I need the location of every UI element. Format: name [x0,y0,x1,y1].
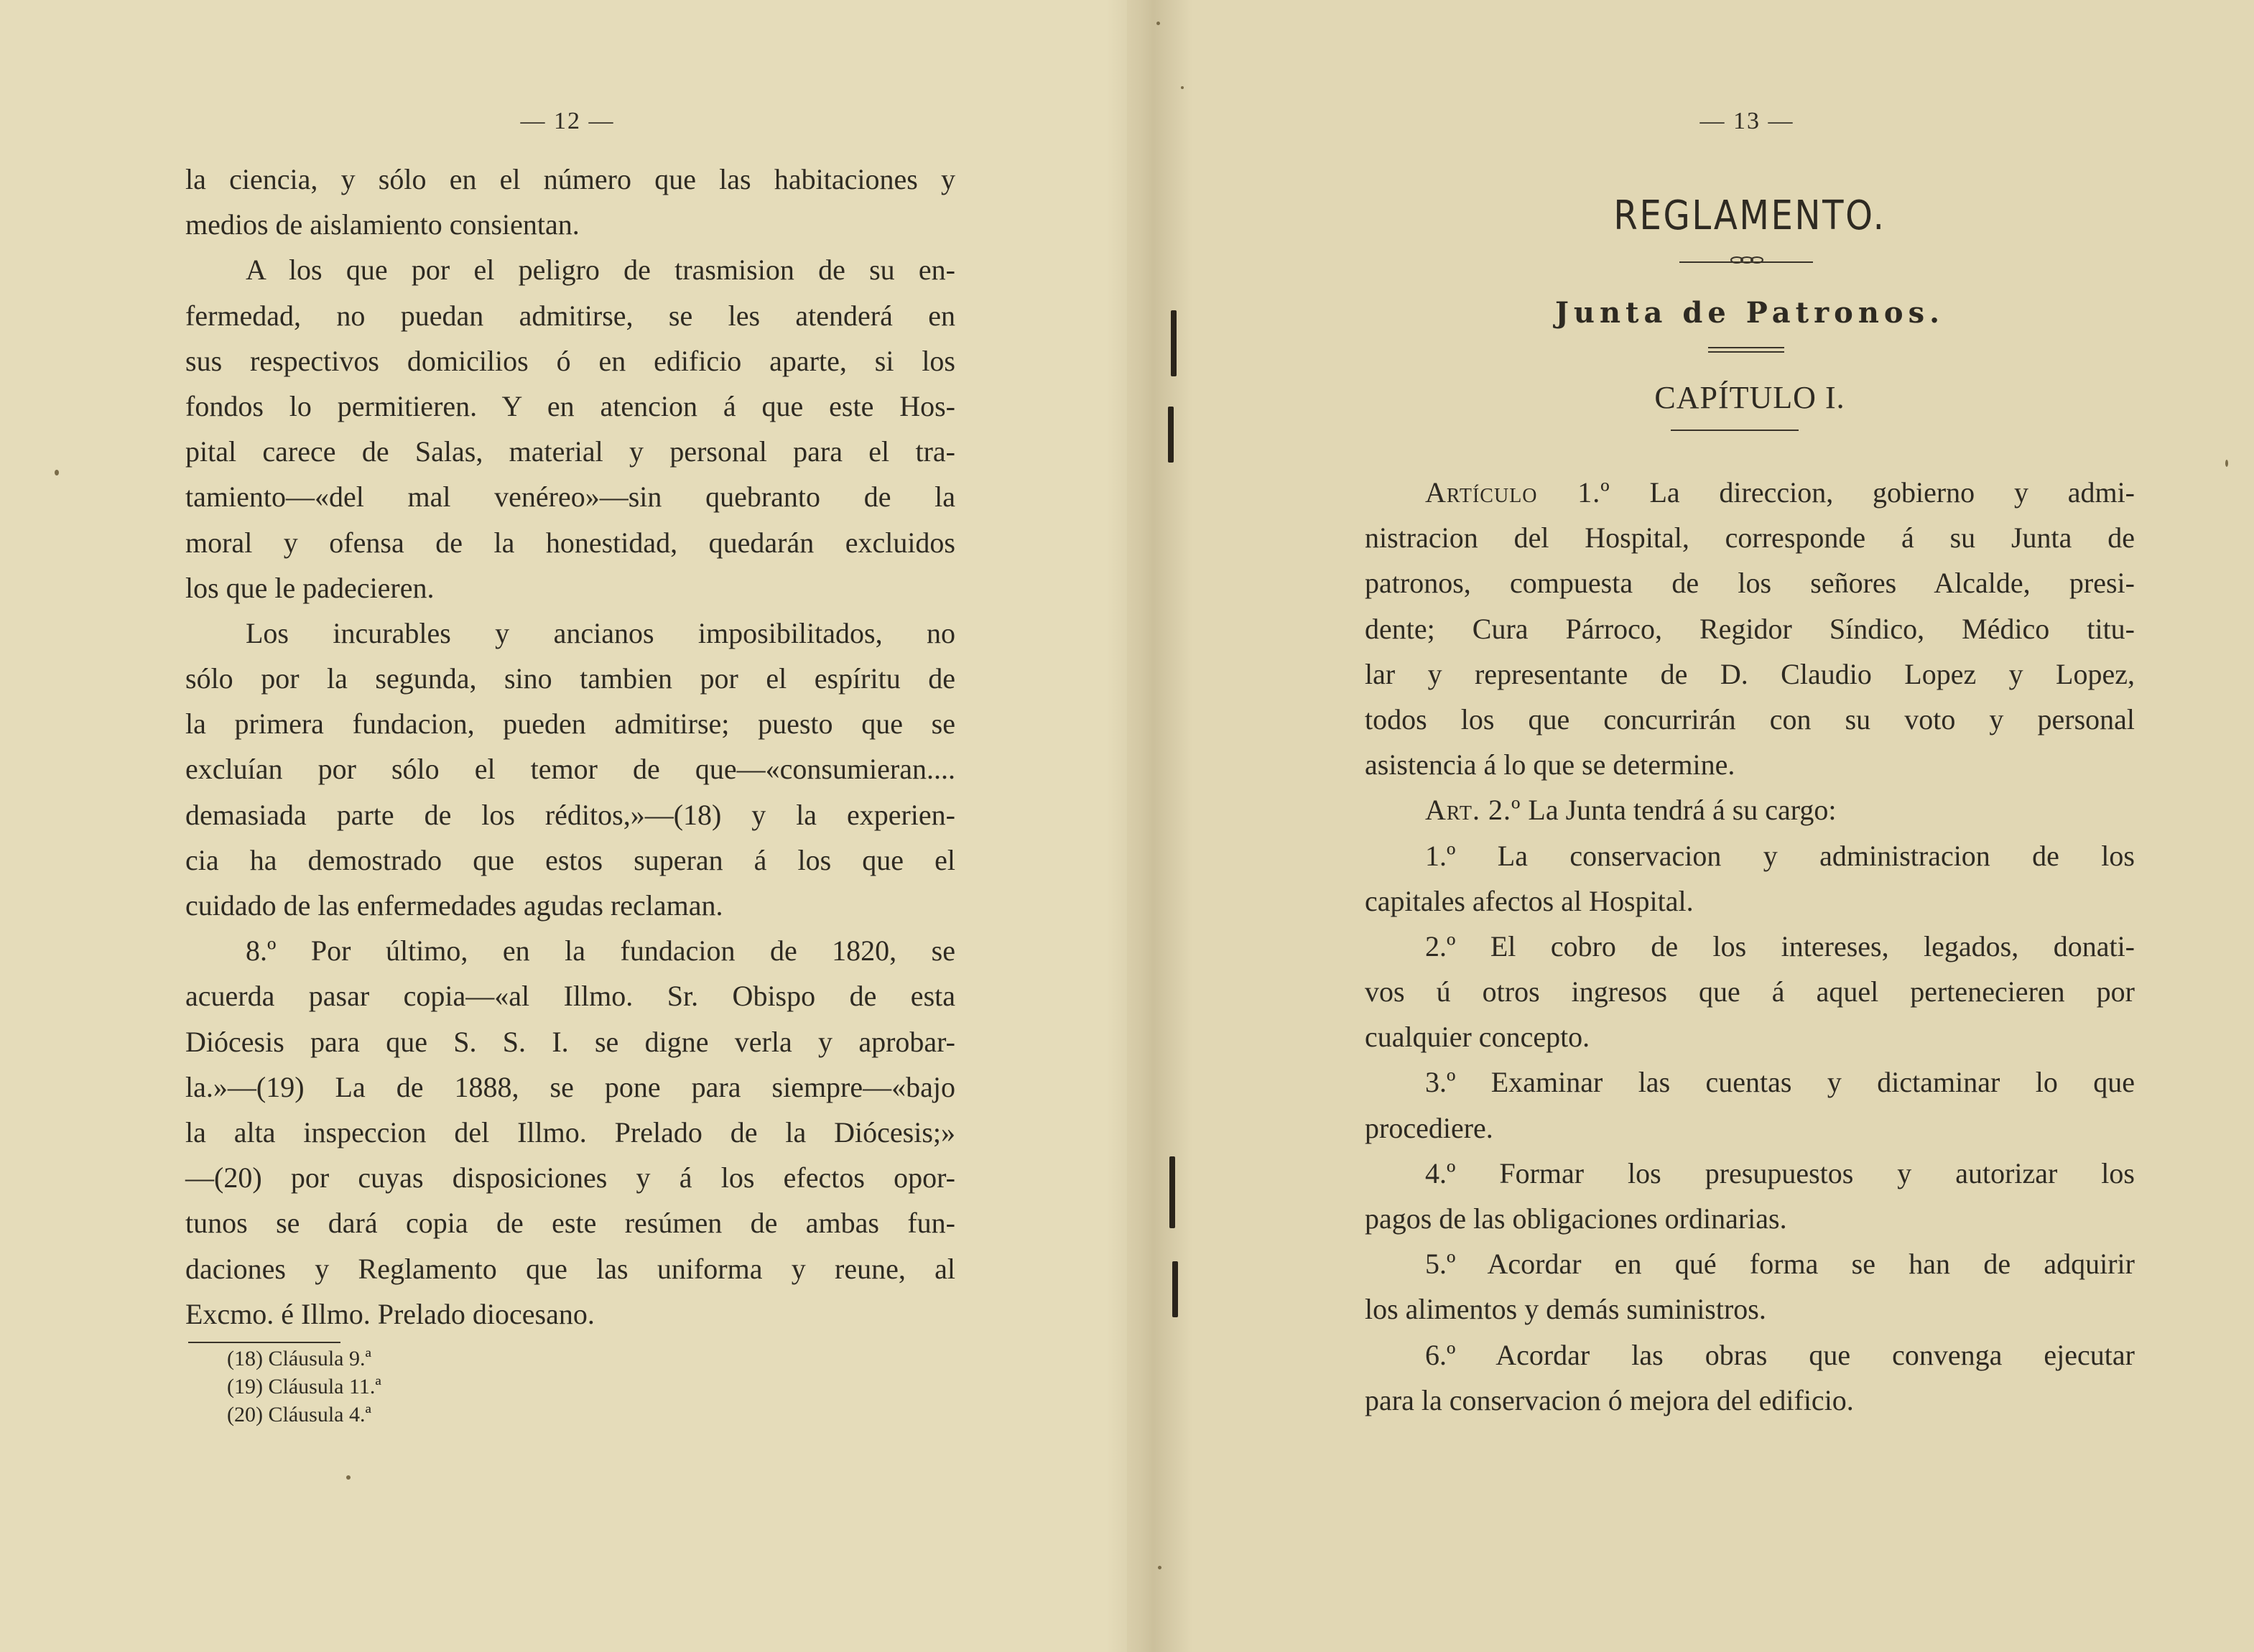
text-line: procediere. [1365,1111,1493,1144]
text-line: fondos lo permitieren. Y en atencion á que este Hos- [185,389,955,422]
text-line: la.»—(19) La de 1888, se pone para siempre—«bajo [185,1070,955,1103]
text-line: cuidado de las enfermedades agudas reclaman. [185,889,723,922]
paper-speck [346,1475,351,1480]
text-line: 4.º Formar los presupuestos y autorizar los [1425,1156,2135,1189]
line-text: La direccion, gobierno y admi- [1610,476,2135,509]
text-line: para la conservacion ó mejora del edificio. [1365,1383,1854,1416]
binding-stitch [1168,407,1174,463]
text-line: fermedad, no puedan admitirse, se les atenderá en [185,299,955,332]
text-line: los alimentos y demás suministros. [1365,1293,1766,1326]
text-line: 8.º Por último, en la fundacion de 1820, se [246,934,955,967]
text-line: los que le padecieren. [185,571,435,604]
left-body-text [185,157,955,1337]
footnotes [227,1345,381,1429]
text-line: —(20) por cuyas disposiciones y á los efectos opor- [185,1161,955,1194]
text-line: tamiento—«del mal venéreo»—sin quebranto de la [185,481,955,514]
right-body-text [1365,470,2135,1423]
text-line: Excmo. é Illmo. Prelado diocesano. [185,1297,595,1330]
text-line: vos ú otros ingresos que á aquel pertenecieren por [1365,975,2135,1008]
text-line: la alta inspeccion del Illmo. Prelado de la Diócesis;» [185,1115,955,1148]
text-line: dente; Cura Párroco, Regidor Síndico, Médico titu- [1365,612,2135,645]
text-line: 2.º El cobro de los intereses, legados, donati- [1425,929,2135,962]
footnote: (20) Cláusula 4.ª [227,1403,371,1426]
text-line: pital carece de Salas, material y personal para el tra- [185,435,955,468]
text-line: todos los que concurrirán con su voto y personal [1365,702,2135,735]
text-line: moral y ofensa de la honestidad, quedarán excluidos [185,526,955,559]
title-ornament [1679,256,1813,266]
chapter-rule [1671,430,1799,431]
article-label: Art. 2.º [1425,794,1521,827]
binding-stitch [1172,1261,1178,1317]
binding-stitch [1169,1156,1175,1228]
chapter-heading: CAPÍTULO I. [1654,380,1845,415]
double-rule [1708,347,1784,353]
text-line: 6.º Acordar las obras que convenga ejecutar [1425,1338,2135,1371]
text-line: patronos, compuesta de los señores Alcalde, presi- [1365,567,2135,600]
text-line: lar y representante de D. Claudio Lopez y Lopez, [1365,657,2135,690]
paper-speck [2225,460,2228,467]
line-text: La Junta tendrá á su cargo: [1521,794,1837,827]
footnote: (18) Cláusula 9.ª [227,1347,371,1370]
footnote: (19) Cláusula 11.ª [227,1375,381,1398]
paper-speck [55,470,59,475]
text-line: medios de aislamiento consientan. [185,208,580,241]
text-line: daciones y Reglamento que las uniforma y reune, al [185,1252,955,1285]
text-line: pagos de las obligaciones ordinarias. [1365,1202,1787,1235]
paper-speck [1181,86,1184,89]
text-line: cualquier concepto. [1365,1021,1590,1054]
paper-speck [1156,22,1160,25]
text-line [1365,787,2135,832]
paper-speck [1158,1566,1161,1569]
section-subtitle: Junta de Patronos. [1554,296,1945,330]
text-line: demasiada parte de los réditos,»—(18) y la experien- [185,798,955,831]
section-title: REGLAMENTO. [1613,192,1886,239]
text-line: excluían por sólo el temor de que—«consumieran.... [185,753,955,786]
article-label: Artículo 1.º [1425,476,1610,509]
binding-stitch [1171,310,1177,376]
text-line: tunos se dará copia de este resúmen de ambas fun- [185,1207,955,1240]
text-line: la primera fundacion, pueden admitirse; puesto que se [185,707,955,741]
text-line: sólo por la segunda, sino tambien por el espíritu de [185,662,955,695]
text-line: la ciencia, y sólo en el número que las habitaciones y [185,163,955,195]
binding-gutter [1106,0,1192,1652]
text-line: capitales afectos al Hospital. [1365,884,1694,917]
text-line [1365,470,2135,515]
text-line: cia ha demostrado que estos superan á los que el [185,843,955,876]
text-line: nistracion del Hospital, corresponde á su Junta de [1365,521,2135,554]
text-line: sus respectivos domicilios ó en edificio aparte, si los [185,344,955,377]
text-line: 5.º Acordar en qué forma se han de adquirir [1425,1248,2135,1281]
text-line: Diócesis para que S. S. I. se digne verla y aprobar- [185,1025,955,1058]
text-line: acuerda pasar copia—«al Illmo. Sr. Obispo de esta [185,980,955,1013]
left-page-number: — 12 — [520,108,615,134]
text-line: 1.º La conservacion y administracion de los [1425,839,2135,872]
right-page-number: — 13 — [1699,108,1794,134]
text-line: A los que por el peligro de trasmision de su en- [246,254,955,287]
text-line: Los incurables y ancianos imposibilitados, no [246,616,955,649]
text-line: asistencia á lo que se determine. [1365,748,1735,781]
footnote-rule [188,1342,340,1343]
text-line: 3.º Examinar las cuentas y dictaminar lo que [1425,1066,2135,1099]
